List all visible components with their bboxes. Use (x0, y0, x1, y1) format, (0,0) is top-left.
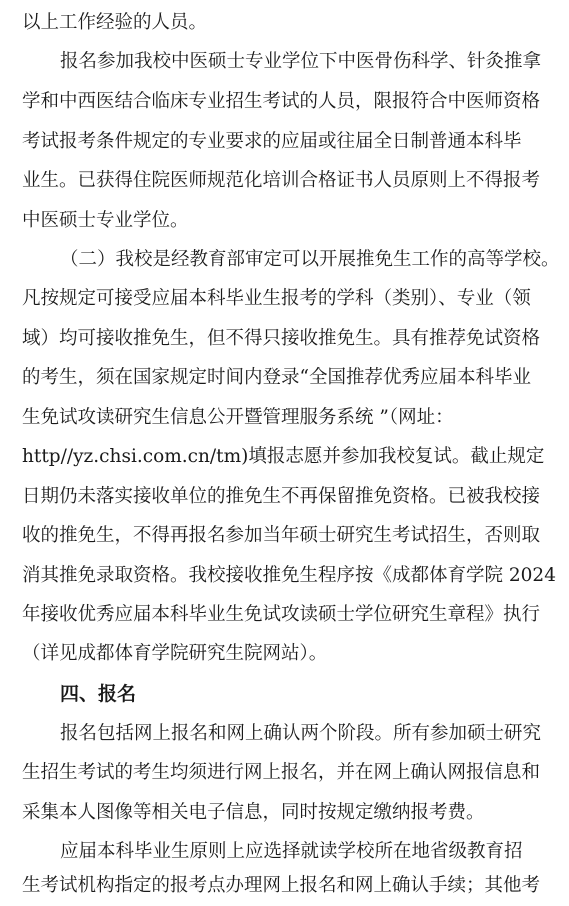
section-heading: 四、报名 (60, 683, 137, 705)
text-line: 年接收优秀应届本科毕业生免试攻读硕士学位研究生章程》执行 (22, 604, 541, 625)
text-line: 以上工作经验的人员。 (22, 12, 208, 33)
text-line: 考试报考条件规定的专业要求的应届或往届全日制普通本科毕 (22, 131, 522, 152)
text-line: 生考试机构指定的报考点办理网上报名和网上确认手续；其他考 (22, 875, 541, 896)
text-line: http//yz.chsi.com.cn/tm)填报志愿并参加我校复试。截止规定 (22, 446, 545, 467)
text-line: 应届本科毕业生原则上应选择就读学校所在地省级教育招 (60, 841, 523, 862)
text-line: 日期仍未落实接收单位的推免生不再保留推免资格。已被我校接 (22, 486, 541, 507)
text-line: （二）我校是经教育部审定可以开展推免生工作的高等学校。 (60, 249, 560, 270)
text-line: 学和中西医结合临床专业招生考试的人员，限报符合中医师资格 (22, 91, 541, 112)
text-line: 报名参加我校中医硕士专业学位下中医骨伤科学、针灸推拿 (60, 51, 542, 72)
text-line: （详见成都体育学院研究生院网站）。 (22, 643, 328, 664)
text-line: 生免试攻读研究生信息公开暨管理服务系统 ”（网址： (22, 407, 454, 428)
text-line: 报名包括网上报名和网上确认两个阶段。所有参加硕士研究 (60, 723, 542, 744)
text-line: 消其推免录取资格。我校接收推免生程序按《成都体育学院 2024 (22, 565, 556, 586)
text-line: 凡按规定可接受应届本科毕业生报考的学科（类别）、专业（领 (22, 288, 531, 309)
text-line: 生招生考试的考生均须进行网上报名，并在网上确认网报信息和 (22, 762, 541, 783)
text-line: 的考生，须在国家规定时间内登录“全国推荐优秀应届本科毕业 (22, 367, 531, 388)
text-line: 域）均可接收推免生，但不得只接收推免生。具有推荐免试资格 (22, 328, 541, 349)
text-line: 收的推免生，不得再报名参加当年硕士研究生考试招生，否则取 (22, 525, 541, 546)
text-line: 业生。已获得住院医师规范化培训合格证书人员原则上不得报考 (22, 170, 541, 191)
text-line: 中医硕士专业学位。 (22, 210, 189, 231)
text-line: 采集本人图像等相关电子信息，同时按规定缴纳报考费。 (22, 802, 485, 823)
